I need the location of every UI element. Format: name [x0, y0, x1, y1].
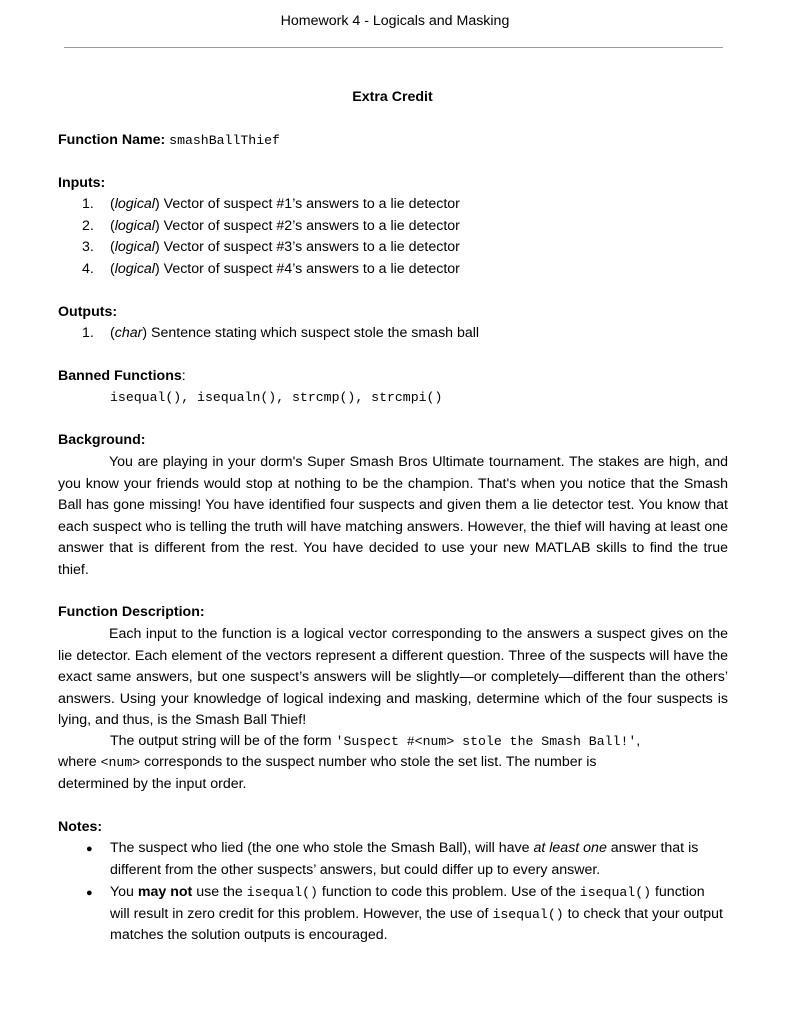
output-item-type: char	[114, 325, 143, 341]
function-name-value: smashBallThief	[169, 133, 280, 148]
num-explanation-text: corresponds to the suspect number who stole the set list. The number is	[140, 754, 597, 770]
output-item-number: 1.	[82, 325, 94, 341]
note-2-text-c: function to code this problem. Use of the	[317, 884, 580, 900]
input-item-number: 1.	[82, 196, 94, 212]
num-explanation-intro: where	[58, 754, 101, 770]
output-format-line	[110, 733, 640, 749]
page-header-title: Homework 4 - Logicals and Masking	[280, 13, 510, 29]
background-paragraph: You are playing in your dorm's Super Smash Bros Ultimate tournament. The stakes are high, and you know your friends would stop at nothing to be the champion. That's when you notice that the Smash Ball has gone missing! You have identified four suspects and given them a lie detector test. You know that each suspect who is telling the truth will have matching answers. However, the thief will having at least one answer that is different from the rest. You have decided to use your new MATLAB skills to find the true thief.	[58, 454, 728, 578]
description-paragraph: Each input to the function is a logical vector corresponding to the answers a suspect gives on the lie detector. Each element of the vectors represent a different question. Three of the suspects will have the exact same answers, but one suspect’s answers will be slightly—or completely—different than the others’ answers. Using your knowledge of logical indexing and masking, determine which of the four suspects is lying, and thus, is the Smash Ball Thief!	[58, 626, 728, 729]
note-2-text-b: use the	[192, 884, 247, 900]
note-2-strong: may not	[137, 884, 193, 900]
banned-heading: Banned Functions	[58, 368, 182, 384]
function-name-label: Function Name:	[58, 132, 166, 148]
input-item-text: Vector of suspect #1’s answers to a lie detector	[163, 196, 460, 212]
input-order-line: determined by the input order.	[58, 776, 247, 792]
note-2-code-isequal: isequal()	[492, 906, 564, 922]
input-item-type: logical	[114, 239, 155, 255]
input-item-text: Vector of suspect #3’s answers to a lie detector	[163, 239, 460, 255]
output-format-intro: The output string will be of the form	[110, 733, 336, 749]
output-item: 1. (char) Sentence stating which suspect stole the smash ball	[82, 325, 480, 341]
output-format-comma: ,	[636, 733, 641, 749]
note-2-code-isequal: isequal()	[579, 885, 652, 900]
note-item	[110, 838, 724, 881]
notes-heading: Notes:	[58, 819, 103, 835]
banned-functions-list: isequal(), isequaln(), strcmp(), strcmpi()	[110, 390, 443, 405]
note-1-text-b: answer that is different from the other suspects’ answers, but could differ up to every answer.	[110, 840, 699, 878]
input-item-type: logical	[114, 218, 155, 234]
background-heading: Background:	[58, 432, 146, 448]
num-placeholder-code: <num>	[100, 755, 141, 770]
note-2-text-e: to check that your output matches the solution outputs is encouraged.	[110, 905, 723, 944]
output-item-text: Sentence stating which suspect stole the smash ball	[151, 325, 480, 341]
num-explanation-line	[58, 754, 597, 770]
section-title: Extra Credit	[352, 89, 433, 105]
note-2-text-d: function will result in zero credit for this problem. However, the use of	[110, 884, 705, 922]
input-item-type: logical	[114, 261, 155, 277]
banned-heading-colon: :	[181, 368, 186, 384]
bullet-icon: ●	[86, 843, 93, 855]
input-item: 4. (logical) Vector of suspect #4’s answers to a lie detector	[82, 261, 460, 277]
bullet-icon: ●	[86, 887, 93, 899]
output-format-code: 'Suspect #<num> stole the Smash Ball!'	[335, 734, 637, 749]
note-item	[110, 882, 724, 947]
input-item-text: Vector of suspect #4’s answers to a lie detector	[163, 261, 460, 277]
note-2-text-a: You	[110, 884, 138, 900]
header-divider	[64, 47, 723, 48]
function-name-row	[58, 132, 280, 148]
inputs-heading: Inputs:	[58, 175, 106, 191]
note-1-text-a: The suspect who lied (the one who stole the Smash Ball), will have	[110, 840, 534, 856]
input-item-text: Vector of suspect #2’s answers to a lie detector	[163, 218, 460, 234]
note-2-code-isequal: isequal()	[246, 885, 318, 900]
input-item: 3. (logical) Vector of suspect #3’s answers to a lie detector	[82, 239, 460, 255]
input-item-number: 4.	[82, 261, 94, 277]
banned-heading-row	[58, 368, 186, 384]
input-item-type: logical	[114, 196, 155, 212]
input-item: 2. (logical) Vector of suspect #2’s answers to a lie detector	[82, 218, 460, 234]
input-item: 1. (logical) Vector of suspect #1’s answers to a lie detector	[82, 196, 460, 212]
outputs-heading: Outputs:	[58, 304, 118, 320]
input-item-number: 3.	[82, 239, 94, 255]
input-item-number: 2.	[82, 218, 94, 234]
description-heading: Function Description:	[58, 604, 205, 620]
note-1-emphasis: at least one	[533, 840, 607, 856]
